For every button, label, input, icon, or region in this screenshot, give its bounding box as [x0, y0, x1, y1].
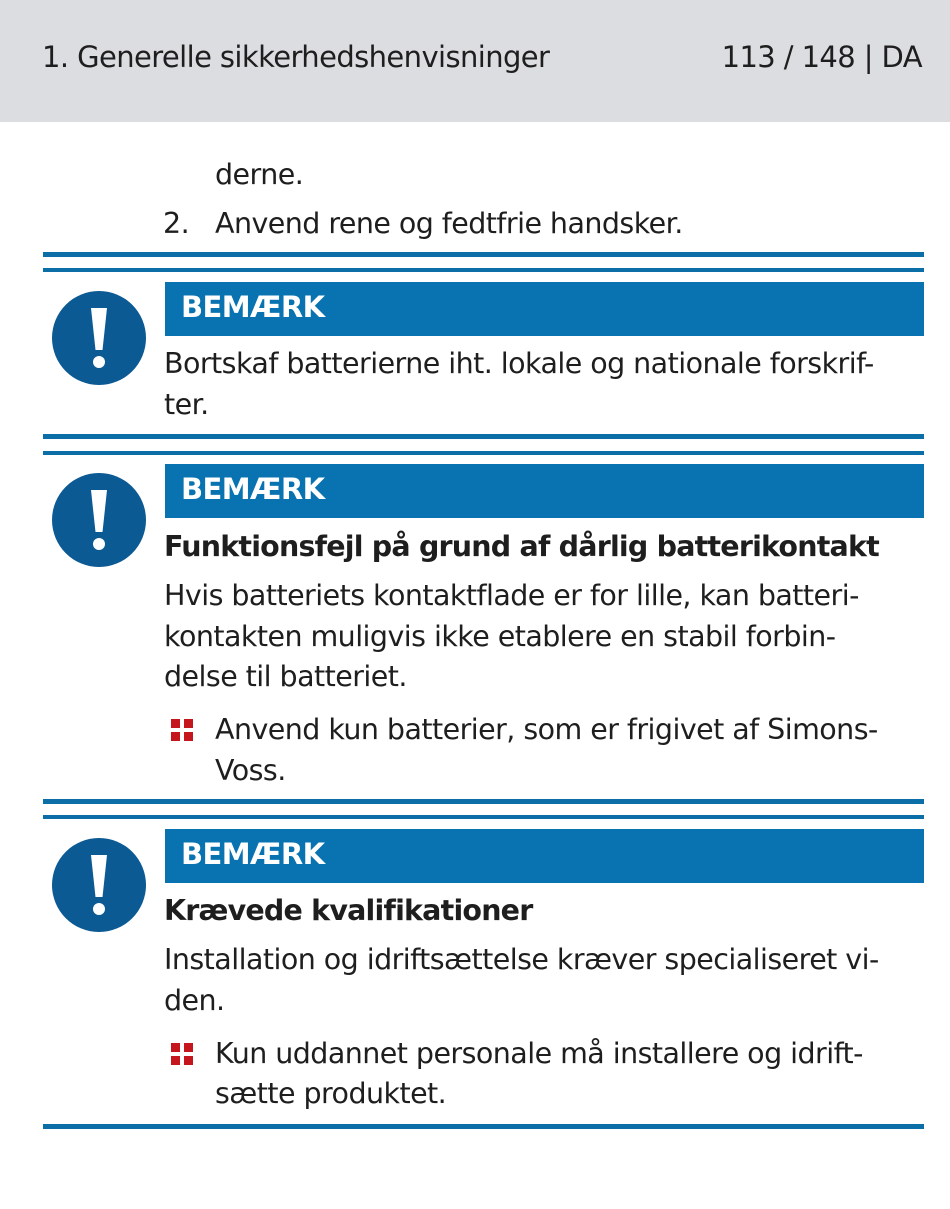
notice-body-line: Bortskaf batterierne iht. lokale og nationale forskrif-: [164, 347, 874, 380]
notice-body-line: delse til batteriet.: [164, 660, 407, 693]
notice-label: BEMÆRK: [181, 472, 325, 506]
notice-heading: Funktionsfejl på grund af dårlig batterikontakt: [164, 530, 879, 563]
bullet-text-line: Kun uddannet personale må installere og idrift-: [215, 1037, 863, 1070]
notice-body-line: kontakten muligvis ikke etablere en stabil forbin-: [164, 620, 836, 653]
divider: [43, 799, 924, 804]
divider: [43, 1124, 924, 1129]
page-header: [0, 0, 950, 122]
notice-heading: Krævede kvalifikationer: [164, 894, 533, 927]
notice-body-line: Hvis batteriets kontaktflade er for lille, kan batteri-: [164, 579, 859, 612]
bullet-text-line: sætte produktet.: [215, 1077, 447, 1110]
exclamation-circle-icon: [51, 290, 147, 386]
divider: [43, 268, 924, 272]
square-bullet-icon: [171, 719, 193, 741]
section-title: 1. Generelle sikkerhedshenvisninger: [42, 40, 550, 74]
step-text: Anvend rene og fedtfrie handsker.: [215, 207, 683, 240]
divider: [43, 815, 924, 819]
exclamation-circle-icon: [51, 837, 147, 933]
notice-label: BEMÆRK: [181, 290, 325, 324]
divider: [43, 252, 924, 257]
bullet-text-line: Voss.: [215, 754, 286, 787]
page-number: 113 / 148 | DA: [721, 40, 922, 74]
divider: [43, 434, 924, 439]
exclamation-circle-icon: [51, 472, 147, 568]
notice-body-line: ter.: [164, 388, 209, 421]
bullet-text-line: Anvend kun batterier, som er frigivet af Simons-: [215, 713, 878, 746]
notice-label-bar: [165, 829, 924, 883]
notice-body-line: den.: [164, 984, 225, 1017]
divider: [43, 451, 924, 455]
continued-text: derne.: [215, 158, 304, 191]
square-bullet-icon: [171, 1043, 193, 1065]
notice-label-bar: [165, 282, 924, 336]
step-number: 2.: [163, 207, 190, 240]
notice-body-line: Installation og idriftsættelse kræver specialiseret vi-: [164, 943, 879, 976]
notice-label: BEMÆRK: [181, 837, 325, 871]
notice-label-bar: [165, 464, 924, 518]
